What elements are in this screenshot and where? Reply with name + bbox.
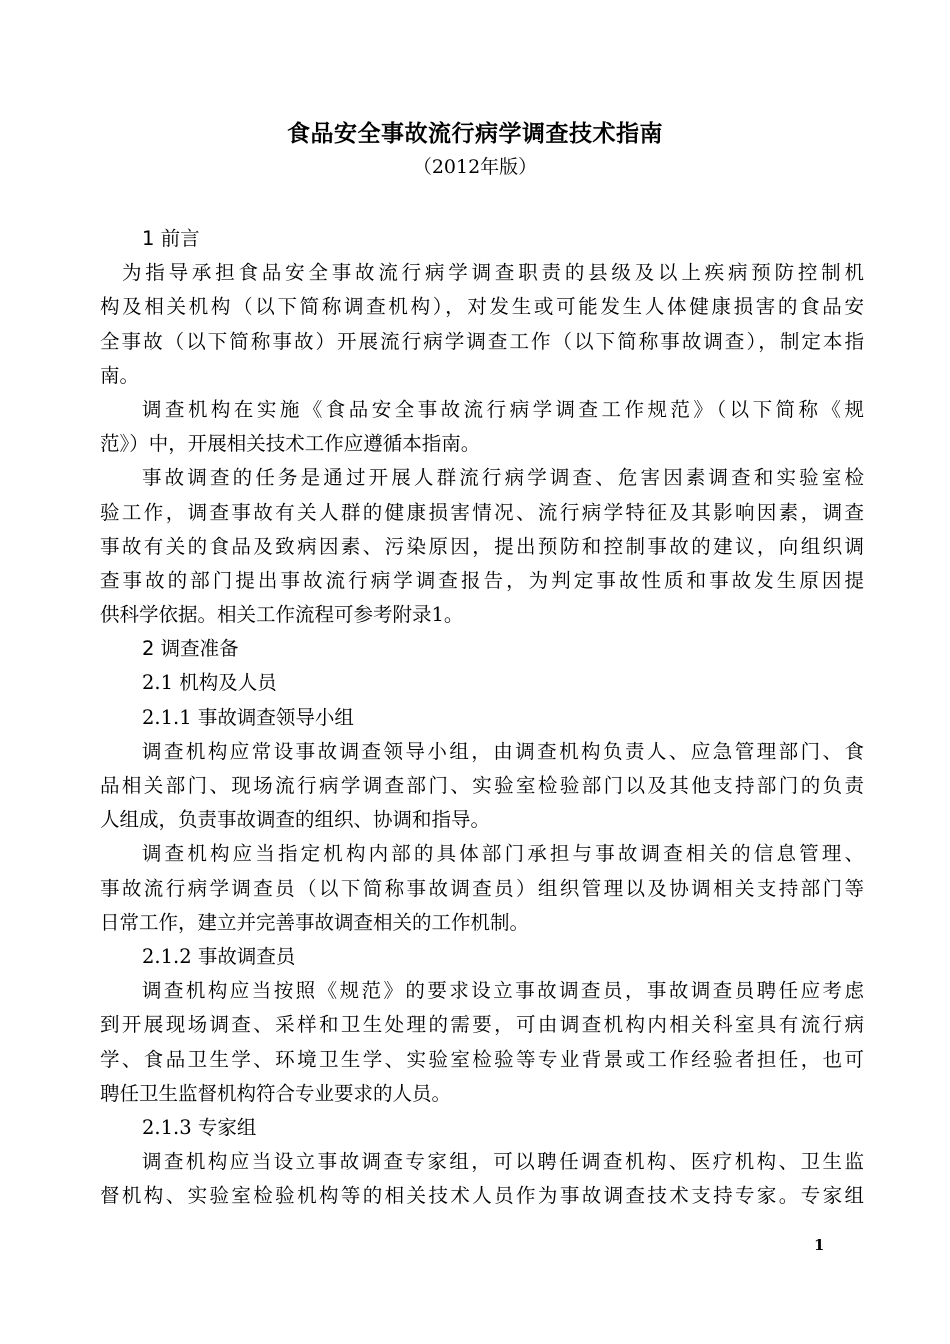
document-title: 食品安全事故流行病学调查技术指南: [287, 121, 663, 147]
paragraph-line: 督机构、实验室检验机构等的相关技术人员作为事故调查技术支持专家。专家组: [100, 1184, 864, 1208]
paragraph-line: 事故流行病学调查员（以下简称事故调查员）组织管理以及协调相关支持部门等: [100, 876, 864, 900]
paragraph-line: 到开展现场调查、采样和卫生处理的需要，可由调查机构内相关科室具有流行病: [100, 1013, 864, 1037]
paragraph-line: 范》）中，开展相关技术工作应遵循本指南。: [100, 432, 481, 456]
paragraph-line: 构及相关机构（以下简称调查机构），对发生或可能发生人体健康损害的食品安: [100, 295, 864, 319]
paragraph-line: 学、食品卫生学、环境卫生学、实验室检验等专业背景或工作经验者担任，也可: [100, 1047, 864, 1071]
section-heading-preface: 1 前言: [142, 227, 200, 250]
page-number: 1: [814, 1236, 825, 1254]
paragraph-line: 聘任卫生监督机构符合专业要求的人员。: [100, 1081, 452, 1105]
section-heading-preparation: 2 调查准备: [142, 637, 239, 661]
paragraph-line: 调查机构应当按照《规范》的要求设立事故调查员，事故调查员聘任应考虑: [142, 979, 864, 1003]
paragraph-line: 事故调查的任务是通过开展人群流行病学调查、危害因素调查和实验室检: [142, 466, 864, 490]
paragraph-line: 调查机构在实施《食品安全事故流行病学调查工作规范》（以下简称《规: [142, 397, 864, 421]
subsection-heading: 2.1.1 事故调查领导小组: [142, 705, 354, 729]
paragraph-line: 日常工作，建立并完善事故调查相关的工作机制。: [100, 910, 530, 934]
subsection-heading: 2.1.3 专家组: [142, 1115, 257, 1139]
subsection-heading: 2.1 机构及人员: [142, 671, 277, 695]
paragraph-line: 品相关部门、现场流行病学调查部门、实验室检验部门以及其他支持部门的负责: [100, 774, 864, 797]
paragraph-line: 查事故的部门提出事故流行病学调查报告，为判定事故性质和事故发生原因提: [100, 568, 864, 592]
document-subtitle: （2012年版）: [412, 156, 538, 178]
paragraph-line: 调查机构应常设事故调查领导小组，由调查机构负责人、应急管理部门、食: [142, 739, 864, 763]
subsection-heading: 2.1.2 事故调查员: [142, 944, 296, 968]
paragraph-line: 调查机构应当指定机构内部的具体部门承担与事故调查相关的信息管理、: [142, 842, 864, 866]
paragraph-line: 供科学依据。相关工作流程可参考附录1。: [100, 603, 464, 627]
document-body: [100, 222, 864, 1213]
paragraph-line: 事故有关的食品及致病因素、污染原因，提出预防和控制事故的建议，向组织调: [100, 534, 864, 558]
paragraph-line: 全事故（以下简称事故）开展流行病学调查工作（以下简称事故调查），制定本指: [100, 329, 864, 353]
paragraph-line: 为指导承担食品安全事故流行病学调查职责的县级及以上疾病预防控制机: [122, 261, 864, 285]
paragraph-line: 南。: [100, 363, 140, 387]
paragraph-line: 人组成，负责事故调查的组织、协调和指导。: [100, 808, 491, 832]
paragraph-line: 验工作，调查事故有关人群的健康损害情况、流行病学特征及其影响因素，调查: [100, 500, 864, 524]
paragraph-line: 调查机构应当设立事故调查专家组，可以聘任调查机构、医疗机构、卫生监: [142, 1150, 864, 1174]
